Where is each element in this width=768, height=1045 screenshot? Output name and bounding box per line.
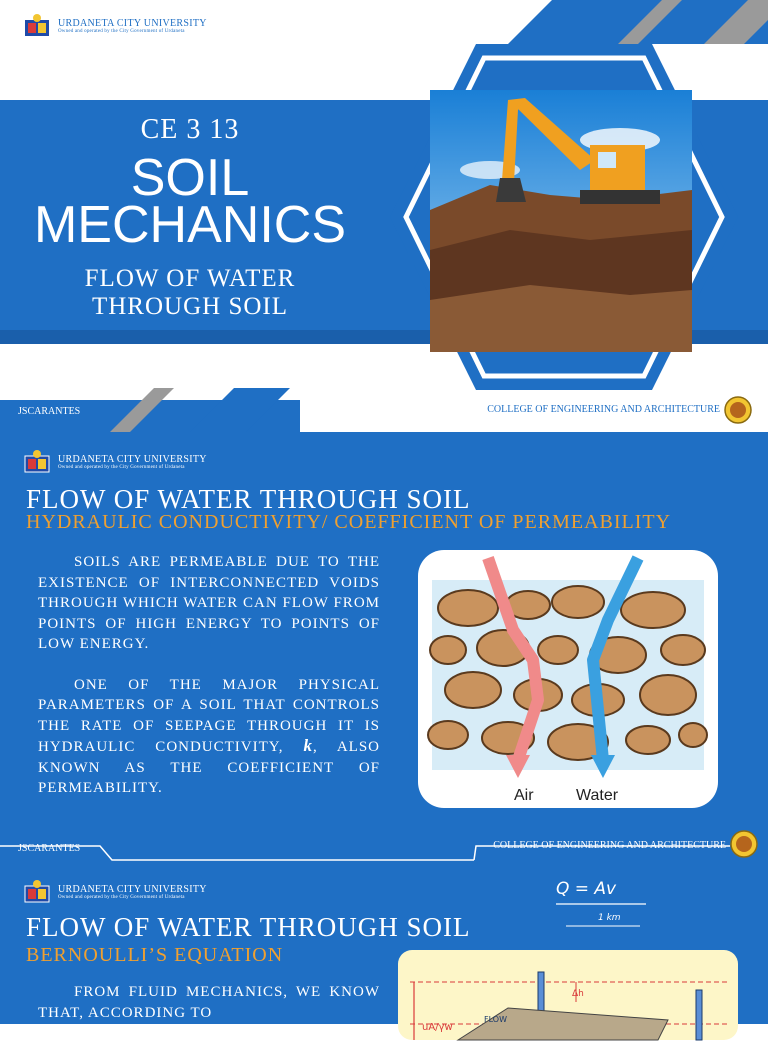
- course-code: CE 3 13: [140, 114, 240, 145]
- university-name: URDANETA CITY UNIVERSITY: [58, 454, 207, 465]
- slide-subheading: BERNOULLI’S EQUATION: [26, 944, 284, 966]
- university-logo: [22, 878, 207, 906]
- body-text: [38, 552, 380, 819]
- head-difference-label: Δh: [572, 989, 584, 999]
- handwritten-formula: Q = Av: [556, 879, 617, 899]
- title-slide: [0, 0, 768, 432]
- body-text: FROM FLUID MECHANICS, WE KNOW THAT, ACCORDING TO: [38, 984, 380, 1021]
- k-symbol: k: [303, 736, 313, 755]
- top-decor-stripes: [468, 0, 768, 44]
- soil-pores-diagram: [418, 550, 718, 808]
- paragraph-1: SOILS ARE PERMEABLE DUE TO THE EXISTENCE OF INTERCONNECTED VOIDS THROUGH WHICH WATER CAN FLOW FROM POINTS OF HIGH ENERGY TO POINTS OF LOW ENERGY.: [38, 554, 380, 652]
- university-logo: [22, 448, 207, 476]
- university-name: URDANETA CITY UNIVERSITY: [58, 884, 207, 895]
- water-label: Water: [576, 787, 619, 804]
- paragraph-2-start: ONE OF THE MAJOR PHYSICAL PARAMETERS OF A SOIL THAT CONTROLS THE RATE OF SEEPAGE THROUGH IT IS HYDRAULIC CONDUCTIVITY,: [38, 676, 380, 755]
- university-tagline: Owned and operated by the City Government of Urdaneta: [58, 29, 185, 34]
- university-tagline: Owned and operated by the City Government of Urdaneta: [58, 465, 185, 470]
- university-name: URDANETA CITY UNIVERSITY: [58, 18, 207, 29]
- lesson-subtitle-line1: FLOW OF WATER: [84, 265, 296, 292]
- bernoulli-slide: [0, 864, 768, 1033]
- university-crest-icon: [22, 12, 52, 40]
- excavator-photo: [430, 90, 692, 352]
- paragraph-2-end: , ALSO KNOWN AS THE COEFFICIENT OF PERMEABILITY.: [38, 739, 381, 796]
- pressure-head-label: uA/γw: [422, 1022, 453, 1033]
- university-crest-icon: [22, 448, 52, 476]
- university-tagline: Owned and operated by the City Government of Urdaneta: [58, 895, 185, 900]
- author-name: JSCARANTES: [18, 843, 81, 854]
- formula-note: 1 km: [598, 913, 621, 923]
- slide-heading: FLOW OF WATER THROUGH SOIL: [26, 484, 471, 514]
- college-seal-icon: [724, 396, 752, 424]
- flow-label: FLOW: [484, 1015, 507, 1024]
- formula-underline: [546, 900, 656, 930]
- university-logo: [22, 12, 207, 40]
- lesson-subtitle: [0, 265, 380, 321]
- course-title-line1: SOIL: [130, 149, 250, 207]
- lesson-subtitle-line2: THROUGH SOIL: [91, 293, 289, 320]
- college-name: COLLEGE OF ENGINEERING AND ARCHITECTURE: [487, 404, 720, 415]
- course-title: [0, 149, 380, 254]
- college-seal-icon: [730, 830, 758, 858]
- paragraph-2: [38, 675, 380, 799]
- slide-subheading: HYDRAULIC CONDUCTIVITY/ COEFFICIENT OF PERMEABILITY: [26, 511, 672, 533]
- college-name: COLLEGE OF ENGINEERING AND ARCHITECTURE: [493, 840, 726, 851]
- author-name: JSCARANTES: [18, 406, 81, 417]
- bottom-decor-stripes: [110, 388, 290, 432]
- course-title-line2: MECHANICS: [33, 196, 347, 254]
- hydraulic-conductivity-slide: [0, 432, 768, 864]
- slide-heading: FLOW OF WATER THROUGH SOIL: [26, 912, 471, 942]
- university-crest-icon: [22, 878, 52, 906]
- bernoulli-diagram: [398, 950, 738, 1040]
- air-label: Air: [514, 787, 534, 804]
